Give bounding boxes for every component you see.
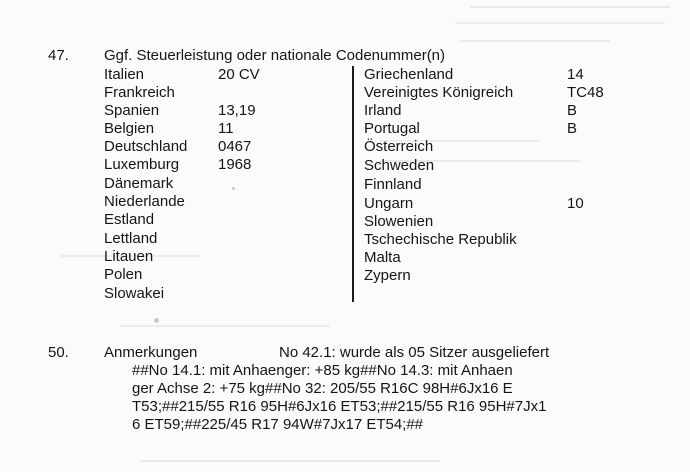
country-name: Österreich	[364, 138, 434, 155]
country-name: Italien	[104, 66, 145, 83]
country-code: 1968	[218, 156, 252, 173]
country-name: Belgien	[104, 120, 155, 137]
country-name: Spanien	[104, 102, 160, 119]
country-code: 10	[567, 195, 584, 212]
country-name: Malta	[364, 249, 401, 266]
country-code: 11	[218, 120, 234, 137]
country-name: Zypern	[364, 267, 411, 284]
country-code: B	[567, 102, 578, 119]
country-code: 14	[567, 66, 584, 83]
country-name: Vereinigtes Königreich	[364, 84, 514, 101]
scan-speck	[154, 318, 159, 323]
country-code: 20 CV	[218, 66, 260, 83]
section-47-title: Ggf. Steuerleistung oder nationale Codenummer(n)	[104, 47, 446, 64]
country-name: Frankreich	[104, 84, 175, 101]
country-name: Tschechische Republik	[364, 231, 517, 248]
section-47-number: 47.	[48, 47, 69, 64]
country-name: Griechenland	[364, 66, 454, 83]
section-50-number: 50.	[48, 344, 69, 361]
country-name: Slowakei	[104, 285, 165, 302]
remarks-label: Anmerkungen	[104, 344, 198, 361]
bleed-through-mark	[455, 22, 665, 24]
remarks-line: ger Achse 2: +75 kg##No 32: 205/55 R16C 98H#6Jx16 E	[132, 380, 513, 397]
country-name: Finnland	[364, 176, 422, 193]
bleed-through-mark	[120, 325, 330, 327]
country-name: Dänemark	[104, 175, 174, 192]
bleed-through-mark	[460, 40, 610, 42]
remarks-first-line: No 42.1: wurde als 05 Sitzer ausgeliefert	[279, 344, 550, 361]
country-code: 0467	[218, 138, 252, 155]
country-name: Ungarn	[364, 195, 414, 212]
country-name: Polen	[104, 266, 143, 283]
country-name: Lettland	[104, 230, 158, 247]
country-name: Portugal	[364, 120, 420, 137]
column-divider	[352, 66, 354, 302]
country-name: Schweden	[364, 157, 435, 174]
country-name: Slowenien	[364, 213, 434, 230]
country-code: 13,19	[218, 102, 256, 119]
country-name: Estland	[104, 211, 155, 228]
country-name: Deutschland	[104, 138, 188, 155]
remarks-line: 6 ET59;##225/45 R17 94W#7Jx17 ET54;##	[132, 416, 424, 433]
country-name: Luxemburg	[104, 156, 180, 173]
bleed-through-mark	[140, 460, 440, 462]
remarks-line: T53;##215/55 R16 95H#6Jx16 ET53;##215/55 R16 95H#7Jx1	[132, 398, 547, 415]
scan-speck	[232, 187, 235, 190]
country-name: Niederlande	[104, 193, 185, 210]
country-code: TC48	[567, 84, 604, 101]
country-code: B	[567, 120, 578, 137]
remarks-line: ##No 14.1: mit Anhaenger: +85 kg##No 14.3: mit Anhaen	[132, 362, 513, 379]
country-name: Irland	[364, 102, 402, 119]
bleed-through-mark	[470, 6, 670, 8]
country-name: Litauen	[104, 248, 154, 265]
